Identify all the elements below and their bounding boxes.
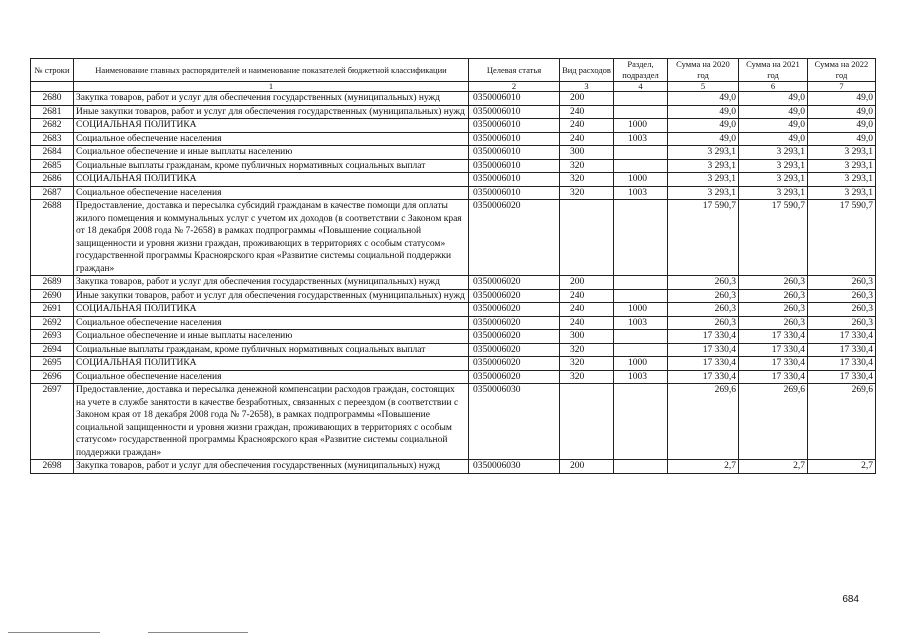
row-name: Социальное обеспечение населения <box>74 186 469 200</box>
table-row <box>31 357 876 371</box>
row-target-code: 0350006020 <box>469 276 560 290</box>
row-sum-2021: 17 330,4 <box>739 330 808 344</box>
row-sum-2020: 49,0 <box>668 132 739 146</box>
row-target-code: 0350006020 <box>469 316 560 330</box>
row-name: Предоставление, доставка и пересылка субсидий гражданам в качестве помощи для оплаты жилого помещения и коммунальных услуг с учетом их доходов (в соответствии с Законом края от 18 декабря 2008 года № 7-2658) в рамках подпрограммы «Повышение социальной защищенности и уровня жизни граждан, проживающих в территориях с особым статусом» государственной программы Красноярского края «Развитие системы социальной поддержки граждан» <box>74 200 469 276</box>
row-number: 2696 <box>31 370 74 384</box>
row-expense-type: 320 <box>560 186 614 200</box>
table-row <box>31 460 876 474</box>
row-number: 2690 <box>31 289 74 303</box>
row-sum-2021: 260,3 <box>739 303 808 317</box>
row-sum-2021: 17 330,4 <box>739 370 808 384</box>
row-name: Социальное обеспечение населения <box>74 316 469 330</box>
row-number: 2694 <box>31 343 74 357</box>
row-name: Социальные выплаты гражданам, кроме публичных нормативных социальных выплат <box>74 159 469 173</box>
row-target-code: 0350006020 <box>469 370 560 384</box>
table-row <box>31 276 876 290</box>
row-sum-2021: 3 293,1 <box>739 159 808 173</box>
row-sum-2021: 17 330,4 <box>739 357 808 371</box>
column-index: 5 <box>668 82 739 92</box>
header-vid: Вид расходов <box>560 59 614 82</box>
row-name: СОЦИАЛЬНАЯ ПОЛИТИКА <box>74 303 469 317</box>
row-name: Социальные выплаты гражданам, кроме публичных нормативных социальных выплат <box>74 343 469 357</box>
row-sum-2022: 3 293,1 <box>808 146 876 160</box>
row-target-code: 0350006020 <box>469 303 560 317</box>
row-target-code: 0350006010 <box>469 119 560 133</box>
row-number: 2682 <box>31 119 74 133</box>
row-target-code: 0350006020 <box>469 289 560 303</box>
row-sum-2021: 269,6 <box>739 384 808 460</box>
row-sum-2022: 17 590,7 <box>808 200 876 276</box>
row-expense-type: 200 <box>560 92 614 106</box>
row-sum-2022: 17 330,4 <box>808 343 876 357</box>
row-sum-2022: 49,0 <box>808 105 876 119</box>
row-expense-type <box>560 384 614 460</box>
row-sum-2020: 3 293,1 <box>668 146 739 160</box>
table-body <box>31 92 876 474</box>
header-row <box>31 59 876 82</box>
row-number: 2680 <box>31 92 74 106</box>
row-sum-2022: 17 330,4 <box>808 330 876 344</box>
edge-line <box>8 632 100 633</box>
row-expense-type: 240 <box>560 105 614 119</box>
row-sum-2022: 260,3 <box>808 276 876 290</box>
page-number: 684 <box>842 594 859 605</box>
row-sum-2020: 17 330,4 <box>668 330 739 344</box>
row-section: 1000 <box>614 357 668 371</box>
row-target-code: 0350006020 <box>469 343 560 357</box>
row-target-code: 0350006010 <box>469 186 560 200</box>
row-target-code: 0350006030 <box>469 384 560 460</box>
row-sum-2022: 269,6 <box>808 384 876 460</box>
row-target-code: 0350006010 <box>469 173 560 187</box>
row-sum-2022: 3 293,1 <box>808 173 876 187</box>
row-expense-type: 240 <box>560 132 614 146</box>
row-name: Закупка товаров, работ и услуг для обеспечения государственных (муниципальных) нужд <box>74 460 469 474</box>
header-name: Наименование главных распорядителей и наименование показателей бюджетной классификации <box>74 59 469 82</box>
table-row <box>31 343 876 357</box>
row-expense-type: 320 <box>560 173 614 187</box>
table-row <box>31 119 876 133</box>
row-sum-2020: 49,0 <box>668 119 739 133</box>
table-row <box>31 289 876 303</box>
row-name: Закупка товаров, работ и услуг для обеспечения государственных (муниципальных) нужд <box>74 92 469 106</box>
row-expense-type: 240 <box>560 119 614 133</box>
header-razdel: Раздел, подраздел <box>614 59 668 82</box>
row-sum-2021: 49,0 <box>739 105 808 119</box>
column-index: 3 <box>560 82 614 92</box>
row-target-code: 0350006010 <box>469 92 560 106</box>
row-number: 2697 <box>31 384 74 460</box>
column-index: 7 <box>808 82 876 92</box>
row-sum-2022: 260,3 <box>808 289 876 303</box>
row-target-code: 0350006010 <box>469 146 560 160</box>
table-row <box>31 200 876 276</box>
header-num: № строки <box>31 59 74 82</box>
row-expense-type: 300 <box>560 146 614 160</box>
column-index: 6 <box>739 82 808 92</box>
row-sum-2022: 17 330,4 <box>808 370 876 384</box>
row-section <box>614 146 668 160</box>
row-sum-2020: 17 590,7 <box>668 200 739 276</box>
row-name: Социальное обеспечение населения <box>74 370 469 384</box>
table-row <box>31 330 876 344</box>
row-number: 2692 <box>31 316 74 330</box>
row-number: 2684 <box>31 146 74 160</box>
row-sum-2022: 260,3 <box>808 303 876 317</box>
row-sum-2020: 260,3 <box>668 316 739 330</box>
row-sum-2020: 17 330,4 <box>668 357 739 371</box>
header-sum-2020: Сумма на 2020 год <box>668 59 739 82</box>
row-target-code: 0350006010 <box>469 132 560 146</box>
row-number: 2689 <box>31 276 74 290</box>
row-expense-type <box>560 200 614 276</box>
row-number: 2688 <box>31 200 74 276</box>
row-number: 2691 <box>31 303 74 317</box>
row-sum-2021: 49,0 <box>739 92 808 106</box>
row-number: 2683 <box>31 132 74 146</box>
row-target-code: 0350006020 <box>469 200 560 276</box>
row-sum-2020: 49,0 <box>668 105 739 119</box>
row-sum-2020: 2,7 <box>668 460 739 474</box>
row-sum-2021: 260,3 <box>739 289 808 303</box>
row-expense-type: 320 <box>560 357 614 371</box>
row-sum-2020: 269,6 <box>668 384 739 460</box>
row-section: 1000 <box>614 303 668 317</box>
row-name: Предоставление, доставка и пересылка денежной компенсации расходов граждан, состоящих на учете в службе занятости в качестве безработных, связанных с переездом (в соответствии с Законом края от 18 декабря 2008 года № 7-2658), в рамках подпрограммы «Повышение социальной защищенности и уровня жизни граждан, проживающих в территориях с особым статусом» государственной программы Красноярского края «Развитие системы социальной поддержки граждан» <box>74 384 469 460</box>
row-section <box>614 343 668 357</box>
row-expense-type: 240 <box>560 289 614 303</box>
row-sum-2022: 2,7 <box>808 460 876 474</box>
table-row <box>31 159 876 173</box>
row-section <box>614 105 668 119</box>
row-section <box>614 330 668 344</box>
row-name: Иные закупки товаров, работ и услуг для обеспечения государственных (муниципальных) нужд <box>74 289 469 303</box>
row-sum-2021: 3 293,1 <box>739 173 808 187</box>
row-target-code: 0350006010 <box>469 105 560 119</box>
row-name: Закупка товаров, работ и услуг для обеспечения государственных (муниципальных) нужд <box>74 276 469 290</box>
row-name: СОЦИАЛЬНАЯ ПОЛИТИКА <box>74 357 469 371</box>
row-name: Социальное обеспечение и иные выплаты населению <box>74 146 469 160</box>
row-name: Иные закупки товаров, работ и услуг для обеспечения государственных (муниципальных) нужд <box>74 105 469 119</box>
row-section: 1000 <box>614 119 668 133</box>
row-sum-2020: 17 330,4 <box>668 370 739 384</box>
row-sum-2021: 17 330,4 <box>739 343 808 357</box>
row-section <box>614 92 668 106</box>
table-row <box>31 173 876 187</box>
row-sum-2021: 3 293,1 <box>739 146 808 160</box>
row-expense-type: 320 <box>560 159 614 173</box>
row-sum-2021: 17 590,7 <box>739 200 808 276</box>
column-index: 1 <box>74 82 469 92</box>
row-target-code: 0350006020 <box>469 330 560 344</box>
row-sum-2021: 260,3 <box>739 316 808 330</box>
row-expense-type: 320 <box>560 343 614 357</box>
row-sum-2020: 260,3 <box>668 276 739 290</box>
row-number: 2686 <box>31 173 74 187</box>
row-sum-2020: 3 293,1 <box>668 173 739 187</box>
table-row <box>31 370 876 384</box>
header-sum-2021: Сумма на 2021 год <box>739 59 808 82</box>
row-sum-2020: 260,3 <box>668 289 739 303</box>
row-section <box>614 460 668 474</box>
row-number: 2685 <box>31 159 74 173</box>
row-expense-type: 200 <box>560 276 614 290</box>
row-sum-2020: 49,0 <box>668 92 739 106</box>
row-section: 1000 <box>614 173 668 187</box>
table-row <box>31 384 876 460</box>
row-section: 1003 <box>614 132 668 146</box>
column-index-row <box>31 82 876 92</box>
row-section <box>614 200 668 276</box>
row-sum-2020: 3 293,1 <box>668 186 739 200</box>
table-row <box>31 92 876 106</box>
row-target-code: 0350006010 <box>469 159 560 173</box>
row-sum-2020: 3 293,1 <box>668 159 739 173</box>
row-expense-type: 240 <box>560 316 614 330</box>
row-sum-2022: 17 330,4 <box>808 357 876 371</box>
row-sum-2022: 49,0 <box>808 132 876 146</box>
row-number: 2693 <box>31 330 74 344</box>
row-section <box>614 159 668 173</box>
row-sum-2022: 3 293,1 <box>808 159 876 173</box>
row-section <box>614 276 668 290</box>
row-sum-2021: 3 293,1 <box>739 186 808 200</box>
row-number: 2698 <box>31 460 74 474</box>
row-sum-2021: 49,0 <box>739 132 808 146</box>
row-sum-2022: 49,0 <box>808 92 876 106</box>
row-sum-2022: 3 293,1 <box>808 186 876 200</box>
row-number: 2681 <box>31 105 74 119</box>
row-sum-2021: 49,0 <box>739 119 808 133</box>
row-section <box>614 289 668 303</box>
row-section <box>614 384 668 460</box>
row-expense-type: 200 <box>560 460 614 474</box>
row-target-code: 0350006020 <box>469 357 560 371</box>
row-section: 1003 <box>614 370 668 384</box>
row-sum-2021: 2,7 <box>739 460 808 474</box>
row-number: 2695 <box>31 357 74 371</box>
row-sum-2020: 17 330,4 <box>668 343 739 357</box>
header-code: Целевая статья <box>469 59 560 82</box>
row-sum-2020: 260,3 <box>668 303 739 317</box>
table-row <box>31 132 876 146</box>
table-row <box>31 186 876 200</box>
column-index <box>31 82 74 92</box>
row-sum-2021: 260,3 <box>739 276 808 290</box>
row-number: 2687 <box>31 186 74 200</box>
row-sum-2022: 49,0 <box>808 119 876 133</box>
budget-table <box>30 58 876 474</box>
table-row <box>31 316 876 330</box>
row-name: Социальное обеспечение и иные выплаты населению <box>74 330 469 344</box>
row-expense-type: 240 <box>560 303 614 317</box>
row-expense-type: 300 <box>560 330 614 344</box>
column-index: 4 <box>614 82 668 92</box>
header-sum-2022: Сумма на 2022 год <box>808 59 876 82</box>
table-row <box>31 303 876 317</box>
row-name: Социальное обеспечение населения <box>74 132 469 146</box>
row-target-code: 0350006030 <box>469 460 560 474</box>
table-row <box>31 146 876 160</box>
edge-line <box>148 632 248 633</box>
row-name: СОЦИАЛЬНАЯ ПОЛИТИКА <box>74 173 469 187</box>
row-section: 1003 <box>614 186 668 200</box>
table-row <box>31 105 876 119</box>
column-index: 2 <box>469 82 560 92</box>
row-sum-2022: 260,3 <box>808 316 876 330</box>
row-name: СОЦИАЛЬНАЯ ПОЛИТИКА <box>74 119 469 133</box>
row-expense-type: 320 <box>560 370 614 384</box>
row-section: 1003 <box>614 316 668 330</box>
